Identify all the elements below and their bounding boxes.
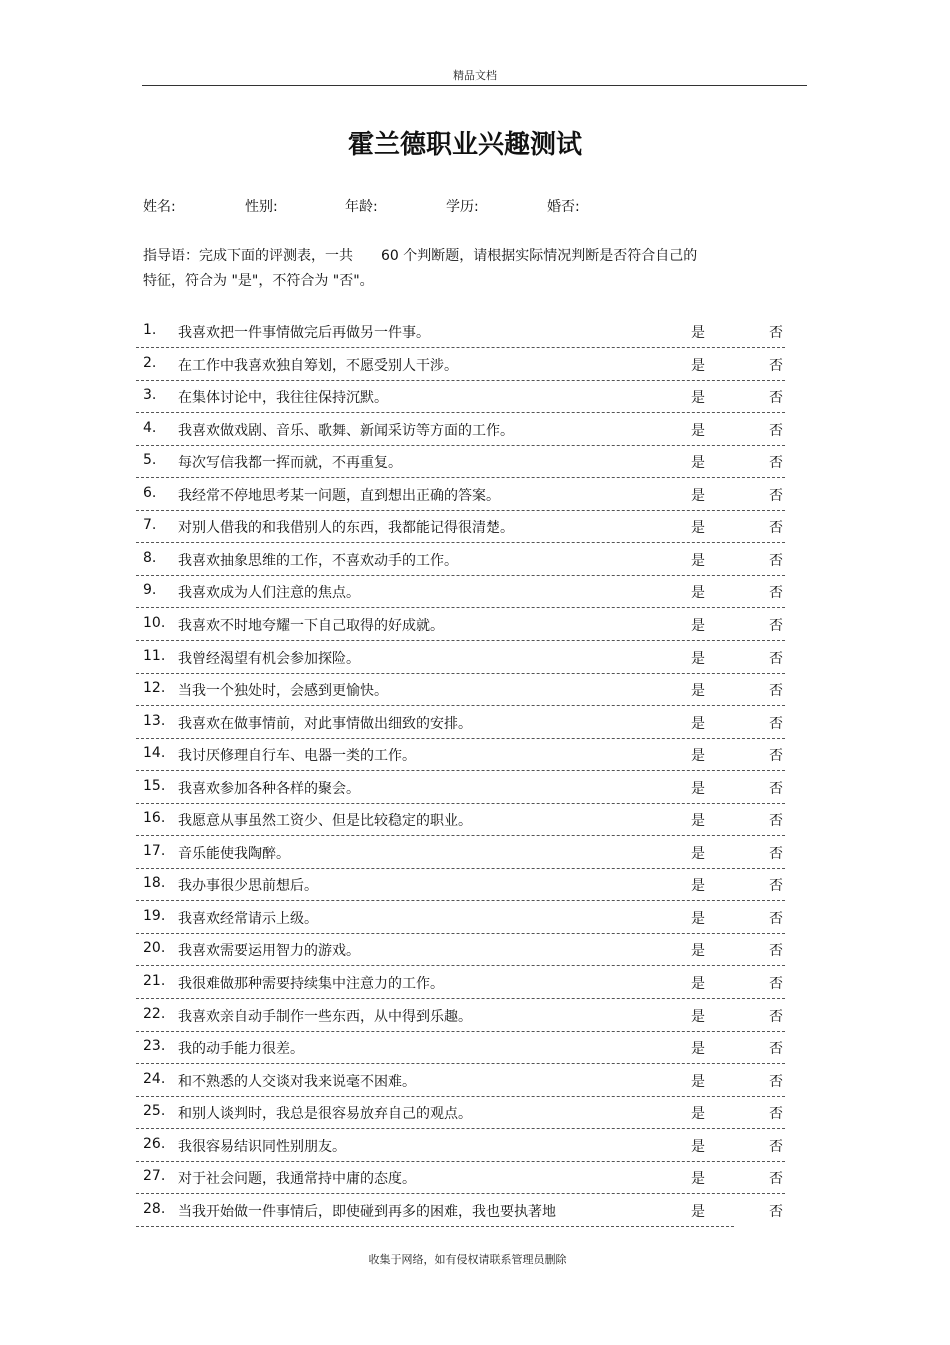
question-text: 我讨厌修理自行车、电器一类的工作。 <box>178 748 416 765</box>
question-text: 我经常不停地思考某一问题，直到想出正确的答案。 <box>178 487 500 504</box>
instructions <box>143 244 793 294</box>
question-row <box>136 900 785 934</box>
answer-yes-option[interactable]: 是 <box>691 910 705 927</box>
answer-no-option[interactable]: 否 <box>769 422 783 439</box>
question-text: 我喜欢不时地夸耀一下自己取得的好成就。 <box>178 617 444 634</box>
answer-yes-option[interactable]: 是 <box>691 715 705 732</box>
answer-no-option[interactable]: 否 <box>769 683 783 699</box>
question-number: 17. <box>143 842 166 859</box>
answer-no-option[interactable]: 否 <box>769 585 783 602</box>
question-row <box>136 1030 785 1064</box>
question-number: 3. <box>143 387 157 404</box>
answer-yes-option[interactable]: 是 <box>691 1008 705 1025</box>
question-row <box>136 1095 785 1129</box>
answer-no-option[interactable]: 否 <box>769 715 783 732</box>
question-row <box>136 867 785 901</box>
answer-yes-option[interactable]: 是 <box>691 878 705 895</box>
question-row <box>136 347 785 381</box>
question-number: 23. <box>143 1038 166 1055</box>
question-row <box>136 835 785 869</box>
answer-yes-option[interactable]: 是 <box>691 780 705 797</box>
question-text: 我喜欢抽象思维的工作，不喜欢动手的工作。 <box>178 552 458 569</box>
question-row <box>136 705 785 739</box>
answer-yes-option[interactable]: 是 <box>691 390 705 407</box>
question-row <box>136 607 785 641</box>
answer-yes-option[interactable]: 是 <box>691 1203 705 1220</box>
answer-yes-option[interactable]: 是 <box>691 845 705 862</box>
answer-no-option[interactable]: 否 <box>769 1203 783 1220</box>
answer-no-option[interactable]: 否 <box>769 1041 783 1058</box>
question-row <box>136 737 785 771</box>
info-field-education: 学历: <box>446 199 479 215</box>
answer-yes-option[interactable]: 是 <box>691 487 705 504</box>
answer-no-option[interactable]: 否 <box>769 390 783 407</box>
question-row <box>136 509 785 543</box>
question-row <box>136 965 785 999</box>
question-number: 13. <box>143 712 166 729</box>
question-row <box>136 444 785 478</box>
question-number: 1. <box>143 322 157 338</box>
question-text: 我喜欢需要运用智力的游戏。 <box>178 943 360 960</box>
info-field-name: 姓名: <box>143 199 176 215</box>
question-text: 我喜欢做戏剧、音乐、歌舞、新闻采访等方面的工作。 <box>178 422 514 439</box>
answer-no-option[interactable]: 否 <box>769 552 783 569</box>
question-text: 我的动手能力很差。 <box>178 1041 304 1058</box>
answer-yes-option[interactable]: 是 <box>691 357 705 374</box>
question-row <box>136 1193 783 1227</box>
question-number: 15. <box>143 777 166 794</box>
question-number: 2. <box>143 354 157 371</box>
answer-yes-option[interactable]: 是 <box>691 455 705 472</box>
question-number: 7. <box>143 517 157 534</box>
answer-no-option[interactable]: 否 <box>769 455 783 472</box>
question-number: 4. <box>143 419 157 436</box>
answer-yes-option[interactable]: 是 <box>691 617 705 634</box>
answer-yes-option[interactable]: 是 <box>691 1138 705 1155</box>
answer-no-option[interactable]: 否 <box>769 1138 783 1155</box>
answer-no-option[interactable]: 否 <box>769 878 783 895</box>
question-text: 我喜欢参加各种各样的聚会。 <box>178 780 360 797</box>
answer-yes-option[interactable]: 是 <box>691 585 705 602</box>
header-divider <box>142 85 807 86</box>
page-footer: 收集于网络，如有侵权请联系管理员删除 <box>368 1253 567 1266</box>
answer-yes-option[interactable]: 是 <box>691 422 705 439</box>
question-row <box>136 379 785 413</box>
question-text: 我喜欢成为人们注意的焦点。 <box>178 585 360 602</box>
question-number: 19. <box>143 907 166 924</box>
question-text: 我喜欢在做事情前，对此事情做出细致的安排。 <box>178 715 472 732</box>
answer-yes-option[interactable]: 是 <box>691 748 705 765</box>
question-number: 24. <box>143 1070 166 1087</box>
answer-yes-option[interactable]: 是 <box>691 552 705 569</box>
answer-yes-option[interactable]: 是 <box>691 520 705 537</box>
answer-no-option[interactable]: 否 <box>769 650 783 667</box>
answer-no-option[interactable]: 否 <box>769 748 783 765</box>
question-text: 我愿意从事虽然工资少、但是比较稳定的职业。 <box>178 813 472 830</box>
answer-no-option[interactable]: 否 <box>769 780 783 797</box>
question-text: 我喜欢把一件事情做完后再做另一件事。 <box>178 325 430 341</box>
instructions-line: 特征，符合为 "是"，不符合为 "否"。 <box>143 273 374 289</box>
question-text: 我喜欢亲自动手制作一些东西，从中得到乐趣。 <box>178 1008 472 1025</box>
answer-no-option[interactable]: 否 <box>769 1008 783 1025</box>
question-number: 11. <box>143 647 166 664</box>
question-row <box>136 932 785 966</box>
question-number: 14. <box>143 745 166 762</box>
answer-no-option[interactable]: 否 <box>769 910 783 927</box>
answer-yes-option[interactable]: 是 <box>691 1106 705 1123</box>
question-text: 和别人谈判时，我总是很容易放弃自己的观点。 <box>178 1106 472 1123</box>
answer-yes-option[interactable]: 是 <box>691 650 705 667</box>
question-text: 和不熟悉的人交谈对我来说毫不困难。 <box>178 1073 416 1090</box>
question-text: 我曾经渴望有机会参加探险。 <box>178 650 360 667</box>
answer-yes-option[interactable]: 是 <box>691 943 705 960</box>
answer-no-option[interactable]: 否 <box>769 943 783 960</box>
question-row <box>136 1128 785 1162</box>
question-row <box>136 1063 785 1097</box>
answer-yes-option[interactable]: 是 <box>691 325 705 341</box>
answer-yes-option[interactable]: 是 <box>691 813 705 830</box>
question-number: 22. <box>143 1005 166 1022</box>
instructions-line: 指导语：完成下面的评测表，一共 60 个判断题，请根据实际情况判断是否符合自己的 <box>143 248 698 264</box>
question-row <box>136 314 785 348</box>
question-number: 10. <box>143 614 166 631</box>
answer-no-option[interactable]: 否 <box>769 1073 783 1090</box>
question-row <box>136 770 785 804</box>
question-row <box>136 998 785 1032</box>
question-text: 对别人借我的和我借别人的东西，我都能记得很清楚。 <box>178 520 514 537</box>
question-number: 28. <box>143 1200 166 1217</box>
answer-no-option[interactable]: 否 <box>769 357 783 374</box>
answer-yes-option[interactable]: 是 <box>691 1171 705 1188</box>
answer-yes-option[interactable]: 是 <box>691 1041 705 1058</box>
question-number: 16. <box>143 810 166 827</box>
question-number: 21. <box>143 973 166 989</box>
question-number: 18. <box>143 875 166 892</box>
info-field-gender: 性别: <box>245 199 278 215</box>
question-text: 在工作中我喜欢独自筹划，不愿受别人干涉。 <box>178 357 458 374</box>
question-row <box>136 640 785 674</box>
page-header: 精品文档 <box>453 69 497 82</box>
answer-yes-option[interactable]: 是 <box>691 976 705 992</box>
question-text: 我喜欢经常请示上级。 <box>178 910 318 927</box>
question-number: 9. <box>143 582 157 599</box>
question-text: 当我一个独处时，会感到更愉快。 <box>178 683 388 699</box>
question-row <box>136 672 785 706</box>
info-field-age: 年龄: <box>345 199 378 215</box>
question-row <box>136 542 785 576</box>
question-text: 当我开始做一件事情后，即使碰到再多的困难，我也要执著地 <box>178 1203 556 1220</box>
answer-no-option[interactable]: 否 <box>769 325 783 341</box>
answer-no-option[interactable]: 否 <box>769 487 783 504</box>
question-row <box>136 477 785 511</box>
question-text: 我办事很少思前想后。 <box>178 878 318 895</box>
question-text: 在集体讨论中，我往往保持沉默。 <box>178 390 388 407</box>
answer-yes-option[interactable]: 是 <box>691 1073 705 1090</box>
question-number: 8. <box>143 549 157 566</box>
question-number: 27. <box>143 1168 166 1185</box>
answer-no-option[interactable]: 否 <box>769 976 783 992</box>
question-number: 20. <box>143 940 166 957</box>
answer-no-option[interactable]: 否 <box>769 617 783 634</box>
info-field-marital-status: 婚否: <box>547 199 580 215</box>
answer-no-option[interactable]: 否 <box>769 813 783 830</box>
question-row <box>136 574 785 608</box>
question-text: 对于社会问题，我通常持中庸的态度。 <box>178 1171 416 1188</box>
answer-no-option[interactable]: 否 <box>769 845 783 862</box>
question-number: 12. <box>143 680 166 696</box>
question-text: 音乐能使我陶醉。 <box>178 845 290 862</box>
question-number: 6. <box>143 484 157 501</box>
question-row <box>136 802 785 836</box>
question-row <box>136 1160 785 1194</box>
document-title: 霍兰德职业兴趣测试 <box>347 130 582 160</box>
question-number: 25. <box>143 1103 166 1120</box>
question-text: 我很难做那种需要持续集中注意力的工作。 <box>178 976 444 992</box>
answer-yes-option[interactable]: 是 <box>691 683 705 699</box>
question-number: 5. <box>143 452 157 469</box>
question-row <box>136 412 785 446</box>
question-number: 26. <box>143 1135 166 1152</box>
question-text: 我很容易结识同性别朋友。 <box>178 1138 346 1155</box>
question-text: 每次写信我都一挥而就，不再重复。 <box>178 455 402 472</box>
answer-no-option[interactable]: 否 <box>769 1106 783 1123</box>
answer-no-option[interactable]: 否 <box>769 1171 783 1188</box>
answer-no-option[interactable]: 否 <box>769 520 783 537</box>
